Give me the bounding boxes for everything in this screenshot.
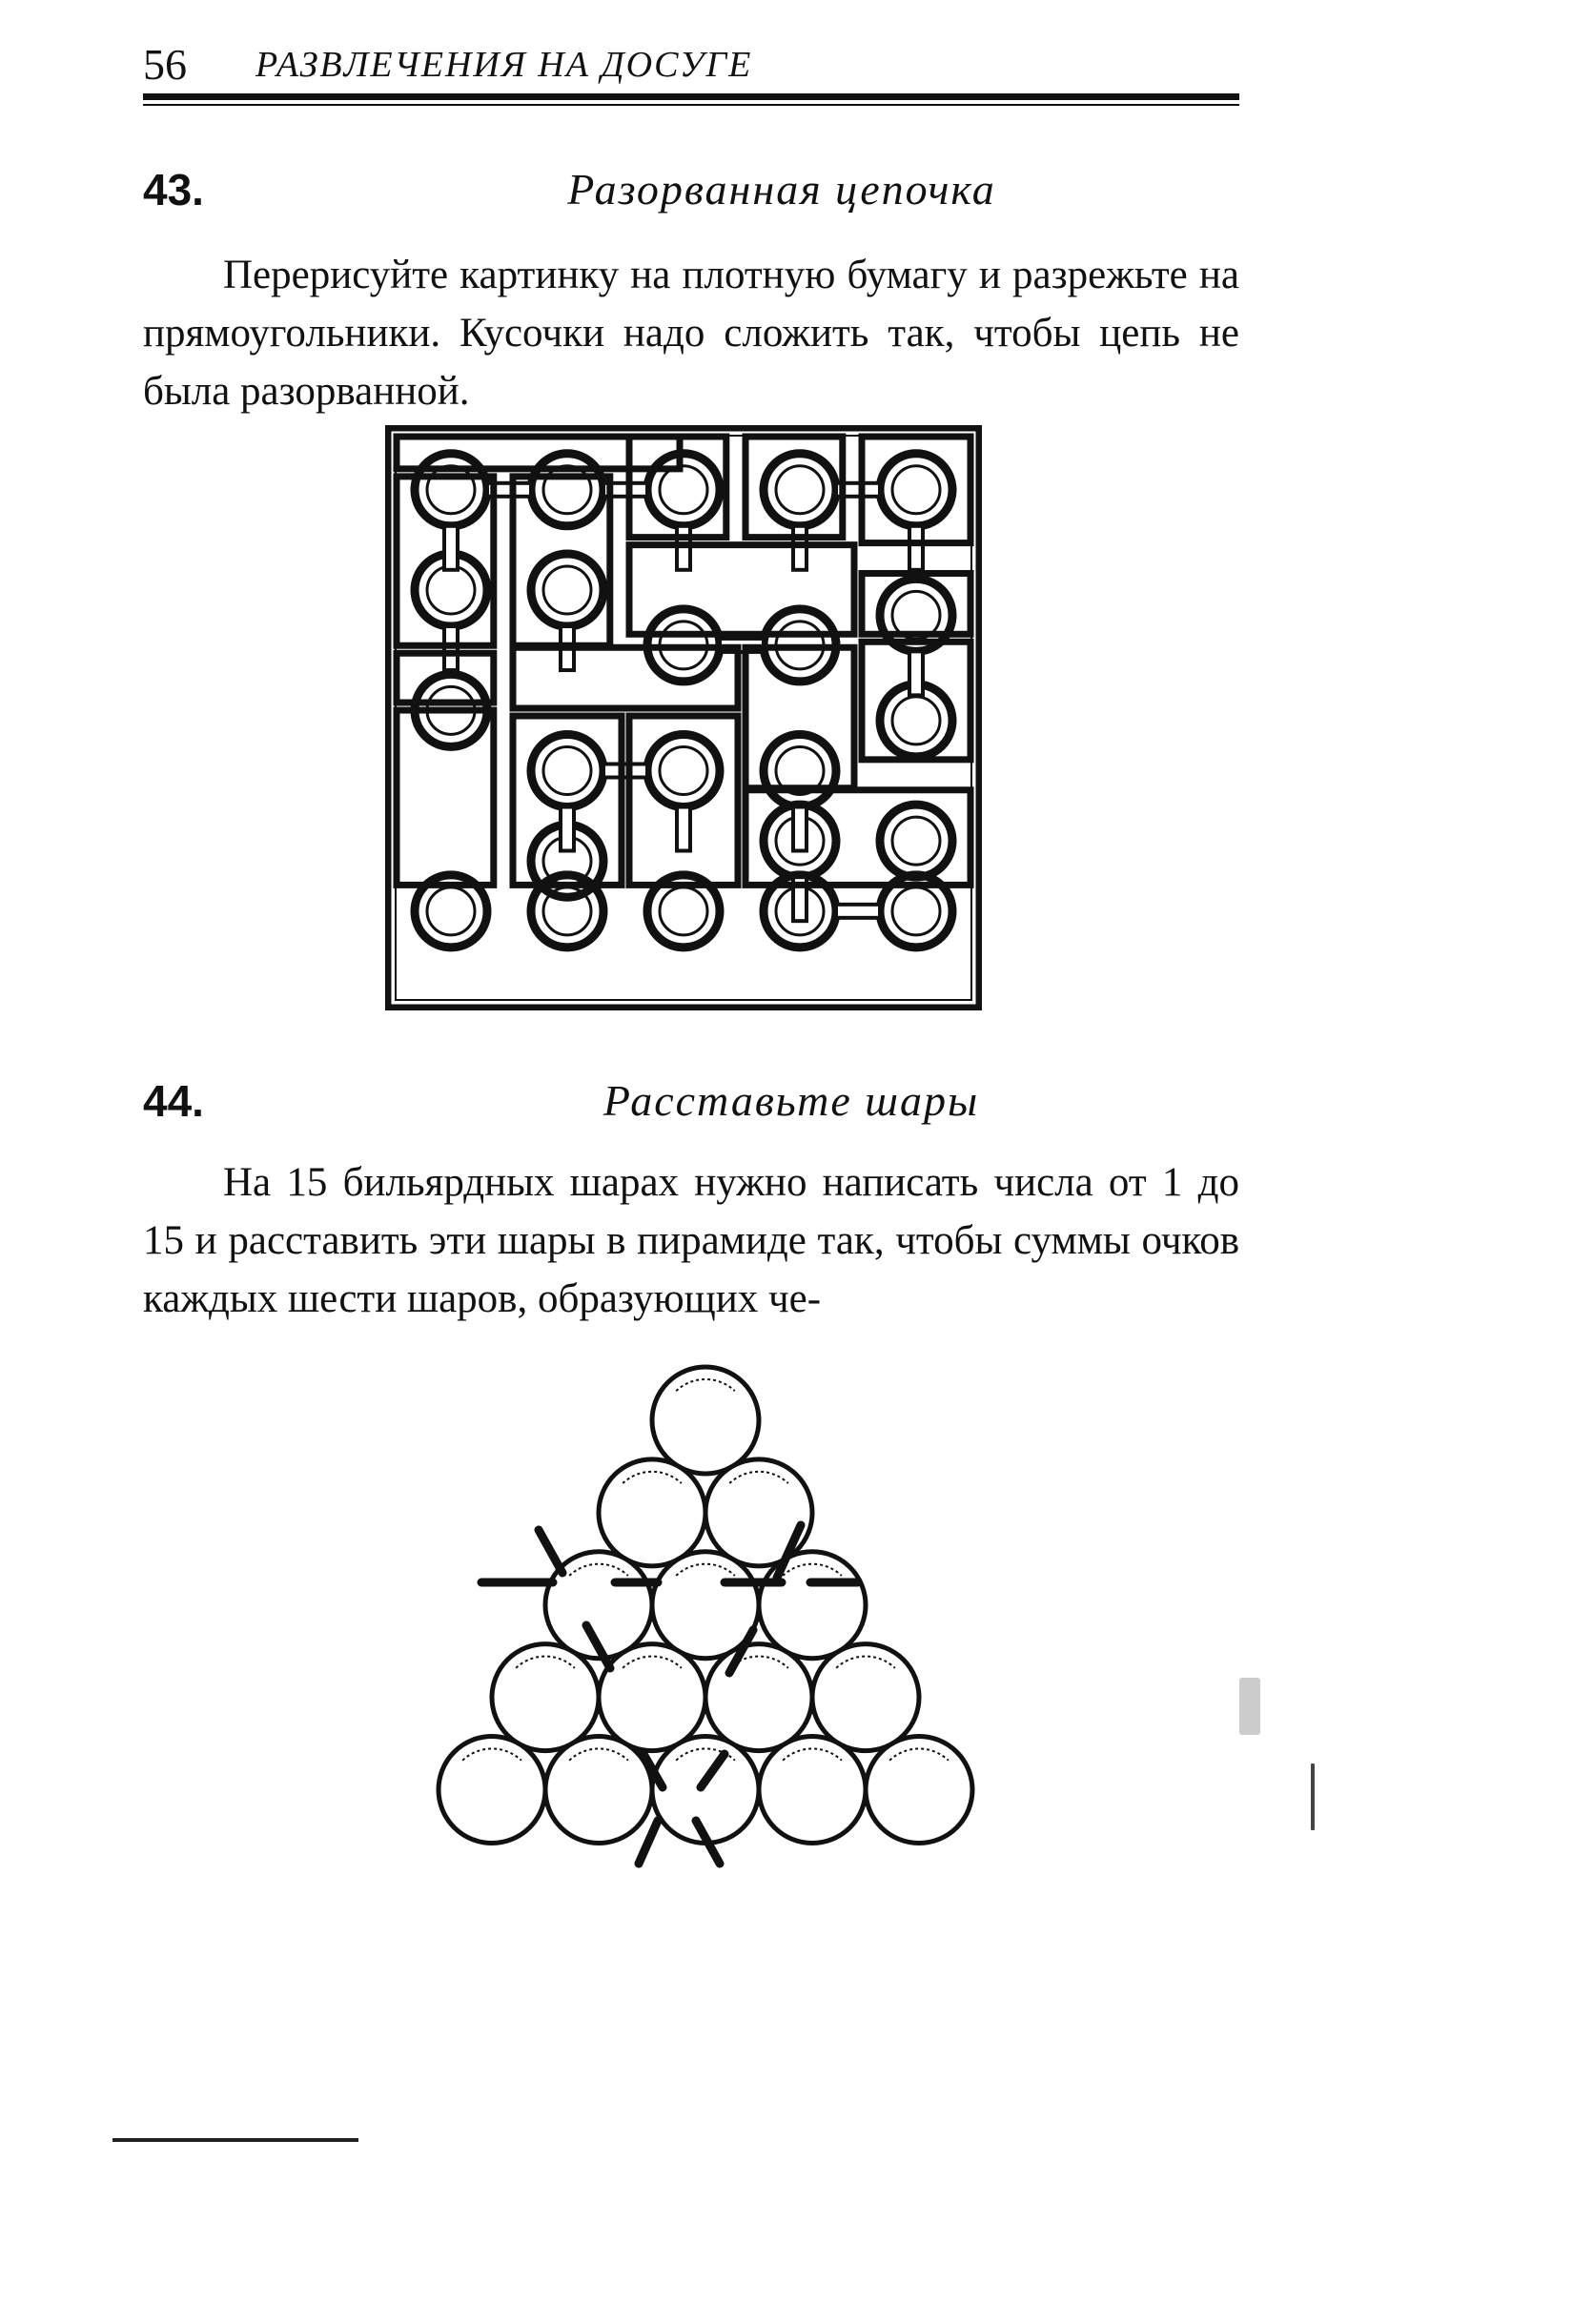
chain-ring-inner xyxy=(660,466,707,514)
problem-43-text: Перерисуйте картинку на плотную бумагу и разрежьте на прямоугольники. Кусочки надо сложить так, чтобы цепь не была разорванной. xyxy=(143,253,1239,414)
chain-link-vertical xyxy=(909,526,923,570)
page-number: 56 xyxy=(143,40,187,89)
chain-ring-inner xyxy=(543,466,591,514)
chain-link-vertical xyxy=(677,806,690,850)
chain-ring xyxy=(415,454,487,526)
chain-link-vertical xyxy=(909,651,923,695)
chain-ring xyxy=(531,734,603,806)
chain-ring-inner xyxy=(427,887,475,935)
chain-ring xyxy=(764,734,836,806)
billiard-ball xyxy=(652,1367,759,1474)
billiard-ball xyxy=(439,1737,545,1844)
chain-ring xyxy=(531,454,603,526)
problem-44-title: Расставьте шары xyxy=(602,1076,980,1125)
chain-ring xyxy=(764,454,836,526)
chain-ring-inner xyxy=(427,466,475,514)
billiard-ball xyxy=(812,1644,919,1751)
scan-speck xyxy=(1311,1763,1315,1830)
chain-ring xyxy=(880,454,952,526)
chain-ring-inner xyxy=(427,566,475,614)
billiard-ball xyxy=(599,1644,705,1751)
problem-43-title: Разорванная цепочка xyxy=(567,165,996,214)
running-head xyxy=(143,36,1239,93)
chain-ring xyxy=(647,734,720,806)
chain-ring-inner xyxy=(660,887,707,935)
chain-ring xyxy=(531,554,603,626)
puzzle-piece xyxy=(629,716,738,885)
ball-pyramid-figure xyxy=(410,1354,1001,1926)
chain-ring-inner xyxy=(543,566,591,614)
chain-link-horizontal xyxy=(836,905,880,918)
billiard-ball xyxy=(759,1552,866,1659)
chain-ring-inner xyxy=(892,466,940,514)
chain-link-vertical xyxy=(561,806,574,850)
chain-ring-inner xyxy=(660,746,707,794)
running-title: РАЗВЛЕЧЕНИЯ НА ДОСУГЕ xyxy=(255,45,753,85)
billiard-ball xyxy=(866,1737,972,1844)
billiard-ball xyxy=(492,1644,599,1751)
chain-ring-inner xyxy=(892,817,940,865)
billiard-ball xyxy=(652,1737,759,1844)
billiard-ball xyxy=(705,1644,812,1751)
chain-ring xyxy=(647,454,720,526)
bottom-mark xyxy=(112,2138,358,2142)
problem-44-number: 44. xyxy=(143,1076,204,1126)
chain-link-horizontal xyxy=(603,764,647,777)
billiard-ball xyxy=(545,1737,652,1844)
scan-speck xyxy=(1239,1678,1260,1735)
row-divider-stroke xyxy=(639,1821,658,1864)
billiard-ball xyxy=(759,1737,866,1844)
chain-puzzle-figure xyxy=(385,425,982,1010)
chain-ring xyxy=(880,805,952,877)
chain-link-vertical xyxy=(793,806,807,850)
billiard-ball xyxy=(599,1459,705,1566)
chain-ring-inner xyxy=(776,466,824,514)
chain-ring-inner xyxy=(543,746,591,794)
chain-ring-inner xyxy=(892,887,940,935)
problem-44-text: На 15 бильярдных шарах нужно написать числа от 1 до 15 и расставить эти шары в пирамиде так, чтобы суммы очков каждых шести шаров, образующих че- xyxy=(143,1160,1239,1321)
chain-link-vertical xyxy=(444,526,458,570)
billiard-ball xyxy=(705,1459,812,1566)
row-divider-stroke xyxy=(539,1530,562,1573)
chain-ring-inner xyxy=(892,697,940,744)
problem-43-number: 43. xyxy=(143,165,204,214)
header-rule xyxy=(143,93,1239,100)
header-rule-thin xyxy=(143,104,1239,106)
